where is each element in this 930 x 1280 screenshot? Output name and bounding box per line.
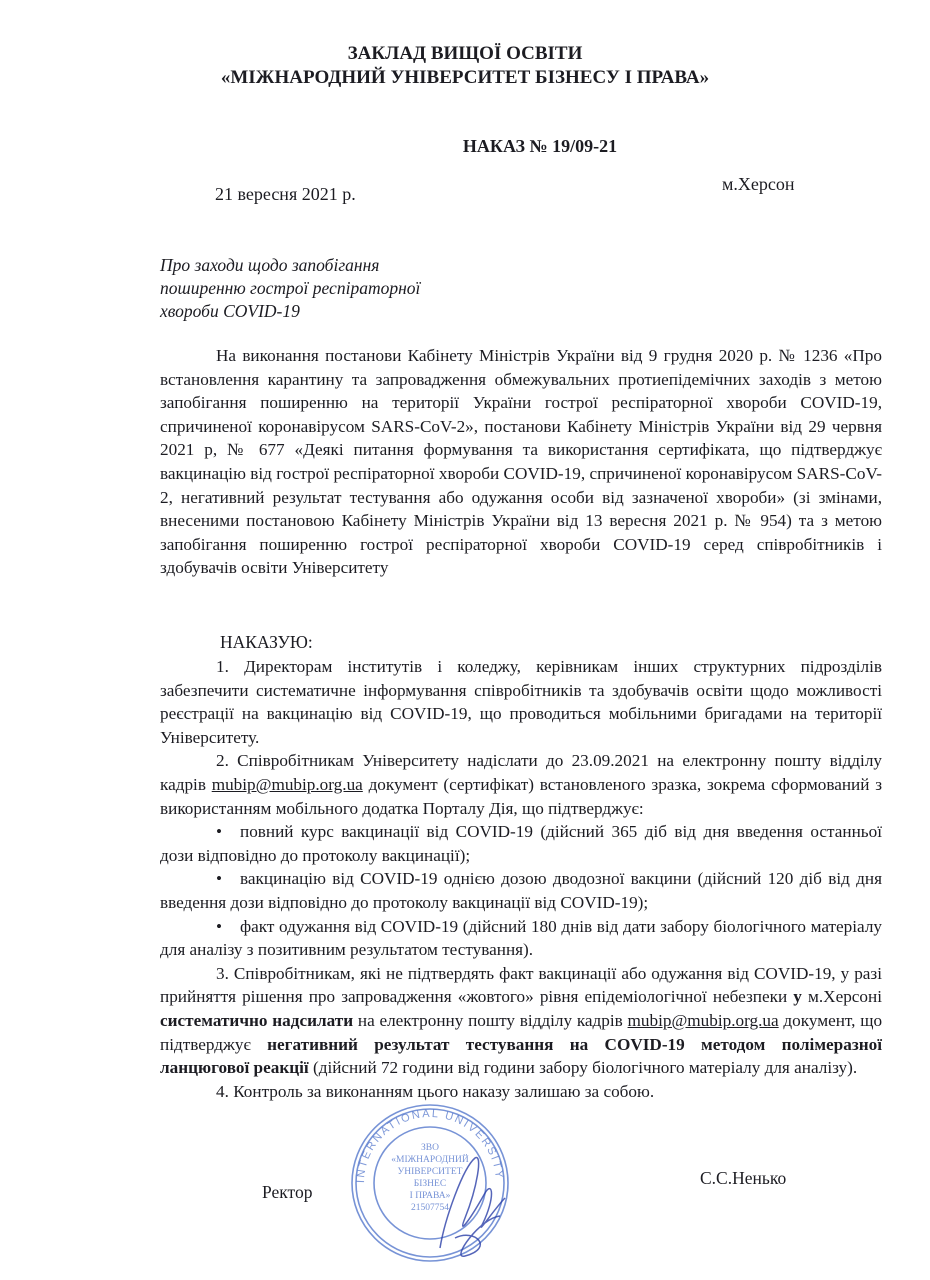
seal-line: 21507754 (411, 1203, 449, 1213)
preamble-paragraph: На виконання постанови Кабінету Міністрів України від 9 грудня 2020 р. № 1236 «Про встановлення карантину та запровадження обмежувальних протиепідемічних заходів з метою запобігання поширенню на території України гострої респіраторної хвороби COVID-19, спричиненої коронавірусом SARS-CoV-2», постанови Кабінету Міністрів України від 29 червня 2021 р, № 677 «Деякі питання формування та використання сертифіката, що підтверджує вакцинацію від гострої респіраторної хвороби COVID-19, спричиненої коронавірусом SARS-CoV-2, негативний результат тестування або одужання особи від зазначеної хвороби» (зі змінами, внесеними постановою Кабінету Міністрів України від 13 вересня 2021 р. № 954) та з метою запобігання поширенню гострої респіраторної хвороби COVID-19 серед співробітників і здобувачів освіти Університету (160, 346, 882, 578)
item-3-city: м.Херсоні (808, 987, 883, 1007)
seal-line: «МІЖНАРОДНИЙ (391, 1155, 469, 1165)
order-subject (160, 254, 480, 323)
order-items (160, 655, 882, 1103)
item-4: 4. Контроль за виконанням цього наказу залишаю за собою. (216, 1081, 655, 1101)
subject-line: Про заходи щодо запобігання (160, 255, 380, 275)
item-3-text-b: на електронну пошту відділу кадрів (357, 1010, 623, 1030)
item-3-text: 3. Співробітникам, які не підтвердять факт вакцинації або одужання від COVID-19, у разі прийняття рішення про запровадження «жовтого» рівня епідеміологічної небезпеки (160, 963, 882, 1007)
bullet-marker: • (216, 869, 223, 889)
item-3-bold-send: систематично надсилати (160, 1010, 354, 1030)
seal-line: УНІВЕРСИТЕТ (397, 1167, 463, 1177)
bullet-3 (160, 915, 882, 962)
bullet-text: факт одужання від COVID-19 (дійсний 180 днів від дати забору біологічного матеріалу для аналізу з позитивним результатом тестування). (160, 916, 882, 960)
order-word: НАКАЗУЮ: (220, 632, 313, 652)
seal-line: І ПРАВА» (409, 1191, 451, 1201)
item-2-text-cont: документ (сертифікат) встановленого зразка, зокрема сформований з використанням мобільного додатка Порталу Дія, що підтверджує: (160, 774, 882, 818)
institution-type: ЗАКЛАД ВИЩОЇ ОСВІТИ (347, 43, 583, 64)
item-3-bold-result: негативний результат тестування на COVID-19 методом полімеразної ланцюгової реакції (160, 1034, 882, 1078)
bullet-marker: • (216, 822, 223, 842)
bullet-text: повний курс вакцинації від COVID-19 (дійсний 365 діб від дня введення останньої дози відповідно до протоколу вакцинації); (160, 822, 882, 865)
subject-line: поширенню гострої респіраторної (160, 278, 421, 298)
university-seal-stamp (345, 1098, 515, 1268)
bullet-2 (160, 867, 882, 914)
item-3-bold-u: у (793, 987, 802, 1007)
seal-center-text (391, 1143, 469, 1213)
seal-line: ЗВО (421, 1143, 439, 1153)
item-2-text: 2. Співробітникам Університету надіслати до 23.09.2021 на електронну пошту відділу кадрів (160, 751, 882, 794)
signatory-position: Ректор (262, 1182, 313, 1202)
order-date: 21 вересня 2021 р. (215, 184, 356, 204)
bullet-1 (160, 820, 882, 867)
item-1: 1. Директорам інститутів і коледжу, керівникам інших структурних підрозділів забезпечити систематичне інформування співробітників та здобувачів освіти щодо можливості реєстрації на вакцинацію від COVID-19, що проводиться мобільними бригадами на території Університету. (160, 657, 882, 747)
item-3-text-c: документ, що підтверджує (160, 1010, 883, 1054)
order-title: НАКАЗ № 19/09-21 (462, 136, 618, 156)
item-3-text-d: (дійсний 72 години від години забору біологічного матеріалу для аналізу). (312, 1058, 858, 1078)
seal-ring-textpath: INTERNATIONAL UNIVERSITY (354, 1107, 506, 1184)
bullet-marker: • (216, 916, 223, 936)
email-link[interactable]: mubip@mubip.org.ua (627, 1010, 779, 1030)
institution-name: «МІЖНАРОДНИЙ УНІВЕРСИТЕТ БІЗНЕСУ І ПРАВА» (220, 67, 710, 88)
order-city: м.Херсон (722, 174, 795, 194)
email-link[interactable]: mubip@mubip.org.ua (211, 774, 363, 794)
preamble-block (160, 344, 882, 580)
subject-line: хвороби COVID-19 (160, 301, 300, 321)
signatory-name: С.С.Ненько (700, 1168, 787, 1188)
item-2 (160, 749, 882, 820)
bullet-text: вакцинацію від COVID-19 однією дозою дводозної вакцини (дійсний 120 діб від дня введення дози відповідно до протоколу вакцинації від COVID-19); (160, 869, 882, 912)
item-3 (160, 962, 882, 1080)
seal-line: БІЗНЕС (413, 1179, 447, 1189)
